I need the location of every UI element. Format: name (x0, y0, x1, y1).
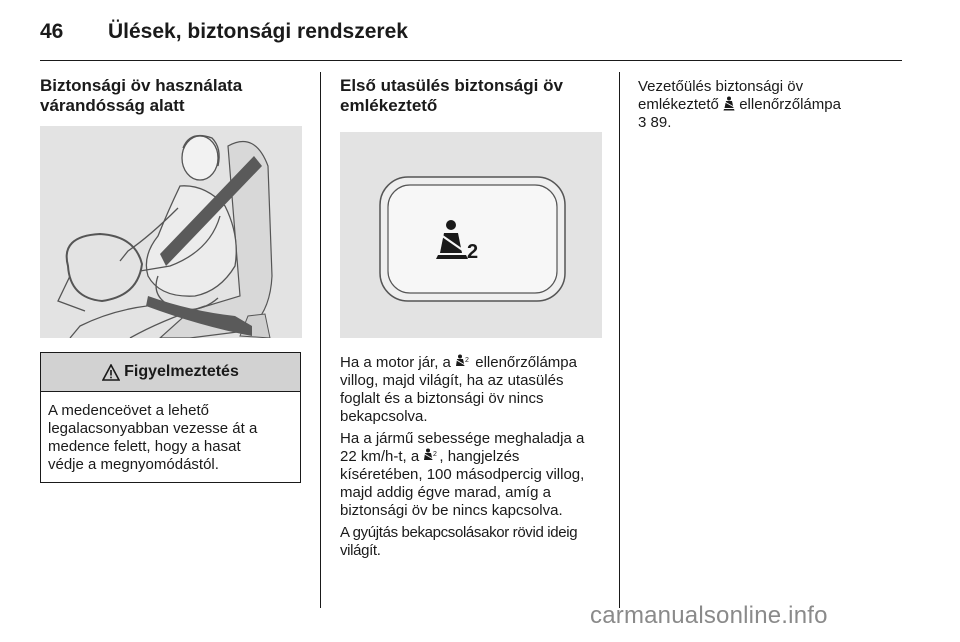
warning-title: Figyelmeztetés (124, 363, 239, 380)
xref-arrow-icon: 3 (638, 114, 647, 131)
column-pregnancy (40, 76, 302, 483)
svg-text:2: 2 (433, 451, 438, 458)
column-passenger-reminder (340, 76, 602, 564)
header-rule (40, 60, 902, 61)
indicator-lamp-illustration (340, 132, 602, 338)
column-driver-reminder: Vezetőülés biztonsági öv emlékeztető ellenőrzőlámpa 3 89. (638, 78, 841, 131)
warning-triangle-icon (102, 364, 120, 381)
column-divider-2 (619, 72, 620, 608)
section-heading-pregnancy: Biztonsági öv használata várandósság alatt (40, 76, 243, 115)
indicator-number: 2 (467, 241, 479, 263)
pregnant-woman-seatbelt-image (40, 126, 302, 338)
page-header (40, 20, 408, 44)
page-title: Ülések, biztonsági rendszerek (108, 20, 408, 43)
warning-header (41, 353, 300, 392)
indicator-lamp-panel (378, 175, 567, 303)
pregnant-seatbelt-illustration (40, 126, 302, 338)
seatbelt-icon (723, 96, 735, 111)
warning-box (40, 352, 301, 483)
paragraph-3: A gyújtás bekapcsolásakor rövid ideig világít. (340, 524, 578, 559)
seatbelt-2-icon (423, 448, 439, 463)
page-number: 46 (40, 20, 64, 43)
column-divider-1 (320, 72, 321, 608)
paragraph-2: Ha a jármű sebessége meghaladja a 22 km/h-t, a 2 , hangjelzés kíséretében, 100 másodpercig villog, majd addig égve marad, amíg a biztonsági öv be nincs kapcsolva. (340, 430, 585, 519)
svg-text:2: 2 (465, 357, 469, 364)
paragraph-1: Ha a motor jár, a 2 ellenőrzőlámpa villog, majd világít, ha az utasülés foglalt és a biztonsági öv nincs bekapcsolva. (340, 354, 577, 425)
passenger-reminder-text (340, 354, 602, 560)
page-reference[interactable]: 3 89. (638, 114, 672, 131)
warning-body: A medenceövet a lehető legalacsonyabban vezesse át a medence felett, hogy a hasat védje a megnyomódástól. (48, 402, 258, 473)
seatbelt-2-icon (455, 354, 471, 369)
watermark: carmanualsonline.info (590, 602, 828, 629)
section-heading-passenger-reminder: Első utasülés biztonsági öv emlékeztető (340, 76, 563, 115)
